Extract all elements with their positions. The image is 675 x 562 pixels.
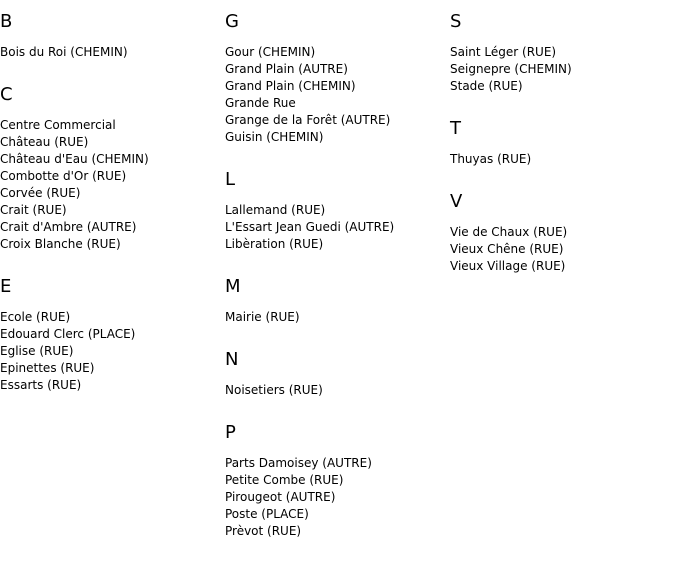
index-column xyxy=(225,10,447,562)
street-list xyxy=(225,44,447,146)
street-link[interactable]: Epinettes (RUE) xyxy=(0,361,95,375)
street-link[interactable]: Eglise (RUE) xyxy=(0,344,74,358)
street-link[interactable]: Grand Plain (CHEMIN) xyxy=(225,79,356,93)
street-link[interactable]: Vieux Chêne (RUE) xyxy=(450,242,564,256)
street-link[interactable]: Ecole (RUE) xyxy=(0,310,71,324)
street-link[interactable]: Château d'Eau (CHEMIN) xyxy=(0,152,149,166)
letter-group xyxy=(0,275,222,394)
letter-heading: E xyxy=(0,276,12,297)
street-link[interactable]: L'Essart Jean Guedi (AUTRE) xyxy=(225,220,395,234)
street-link[interactable]: Guisin (CHEMIN) xyxy=(225,130,324,144)
street-link[interactable]: Gour (CHEMIN) xyxy=(225,45,316,59)
street-link[interactable]: Crait d'Ambre (AUTRE) xyxy=(0,220,137,234)
index-column xyxy=(450,10,672,297)
letter-heading: C xyxy=(0,84,13,105)
street-link[interactable]: Vie de Chaux (RUE) xyxy=(450,225,568,239)
letter-group xyxy=(225,275,447,326)
street-list xyxy=(450,224,672,275)
street-link[interactable]: Pirougeot (AUTRE) xyxy=(225,490,336,504)
street-link[interactable]: Corvée (RUE) xyxy=(0,186,81,200)
street-link[interactable]: Croix Blanche (RUE) xyxy=(0,237,121,251)
letter-heading: T xyxy=(450,118,461,139)
letter-group xyxy=(450,10,672,95)
letter-heading: P xyxy=(225,422,236,443)
letter-group xyxy=(225,421,447,540)
street-link[interactable]: Bois du Roi (CHEMIN) xyxy=(0,45,128,59)
street-link[interactable]: Crait (RUE) xyxy=(0,203,67,217)
street-list xyxy=(225,382,447,399)
street-link[interactable]: Grange de la Forêt (AUTRE) xyxy=(225,113,391,127)
street-list xyxy=(0,309,222,394)
street-link[interactable]: Libèration (RUE) xyxy=(225,237,324,251)
street-list xyxy=(225,309,447,326)
letter-heading: G xyxy=(225,11,239,32)
street-list xyxy=(225,455,447,540)
letter-heading: V xyxy=(450,191,463,212)
street-link[interactable]: Château (RUE) xyxy=(0,135,89,149)
street-link[interactable]: Vieux Village (RUE) xyxy=(450,259,566,273)
letter-heading: S xyxy=(450,11,462,32)
letter-group xyxy=(450,190,672,275)
street-link[interactable]: Petite Combe (RUE) xyxy=(225,473,344,487)
street-link[interactable]: Thuyas (RUE) xyxy=(450,152,532,166)
street-list xyxy=(0,117,222,253)
letter-heading: M xyxy=(225,276,241,297)
letter-group xyxy=(225,168,447,253)
street-list xyxy=(450,44,672,95)
letter-group xyxy=(225,10,447,146)
index-column xyxy=(0,10,222,416)
street-link[interactable]: Mairie (RUE) xyxy=(225,310,300,324)
street-link[interactable]: Essarts (RUE) xyxy=(0,378,82,392)
letter-heading: B xyxy=(0,11,13,32)
street-link[interactable]: Combotte d'Or (RUE) xyxy=(0,169,127,183)
street-link[interactable]: Parts Damoisey (AUTRE) xyxy=(225,456,372,470)
letter-heading: L xyxy=(225,169,236,190)
street-link[interactable]: Lallemand (RUE) xyxy=(225,203,326,217)
street-link[interactable]: Seignepre (CHEMIN) xyxy=(450,62,572,76)
street-link[interactable]: Poste (PLACE) xyxy=(225,507,309,521)
letter-group xyxy=(0,83,222,253)
street-link[interactable]: Grand Plain (AUTRE) xyxy=(225,62,348,76)
street-link[interactable]: Stade (RUE) xyxy=(450,79,523,93)
letter-group xyxy=(450,117,672,168)
letter-group xyxy=(225,348,447,399)
street-list xyxy=(0,44,222,61)
street-link[interactable]: Edouard Clerc (PLACE) xyxy=(0,327,136,341)
street-link[interactable]: Centre Commercial xyxy=(0,118,116,132)
street-link[interactable]: Saint Léger (RUE) xyxy=(450,45,557,59)
street-link[interactable]: Grande Rue xyxy=(225,96,296,110)
street-list xyxy=(225,202,447,253)
letter-group xyxy=(0,10,222,61)
letter-heading: N xyxy=(225,349,239,370)
street-link[interactable]: Prèvot (RUE) xyxy=(225,524,302,538)
street-list xyxy=(450,151,672,168)
street-link[interactable]: Noisetiers (RUE) xyxy=(225,383,323,397)
